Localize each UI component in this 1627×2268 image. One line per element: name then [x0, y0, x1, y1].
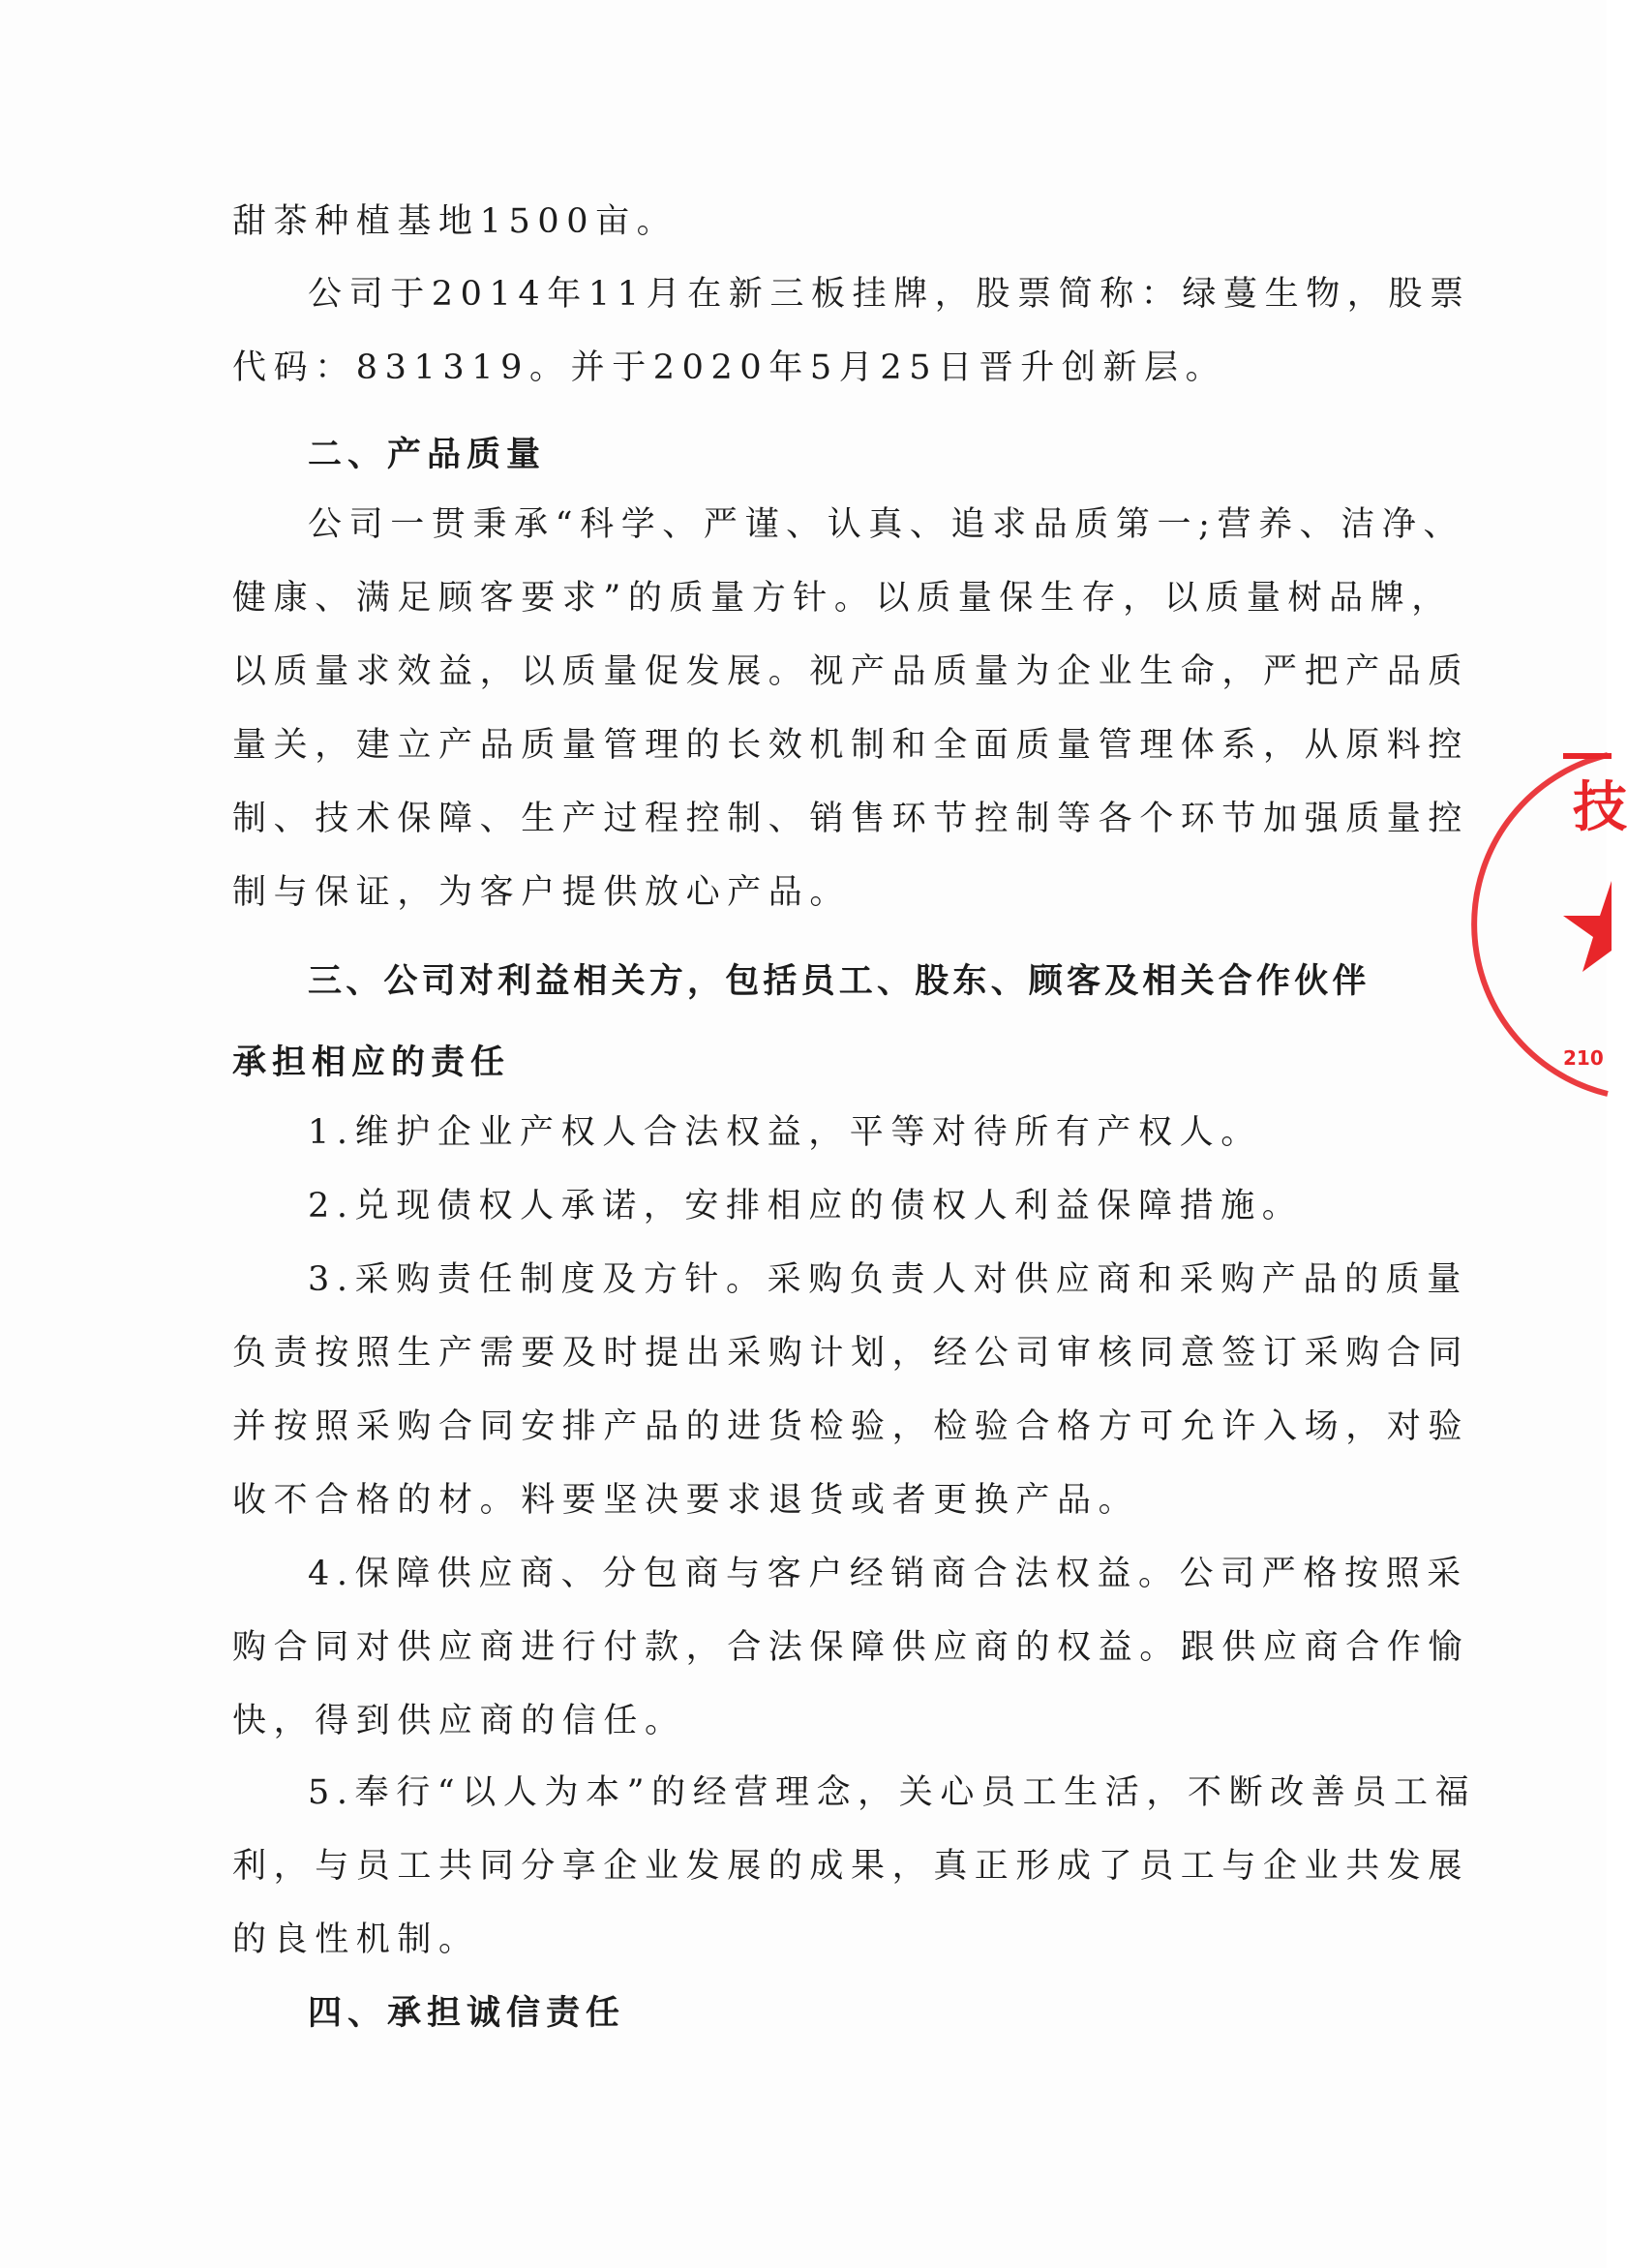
list-item: 4.保障供应商、分包商与客户经销商合法权益。公司严格按照采 — [308, 1555, 1468, 1593]
seal-digits: 210 — [1563, 1046, 1604, 1070]
list-item: 1.维护企业产权人合法权益，平等对待所有产权人。 — [308, 1113, 1262, 1152]
list-item: 3.采购责任制度及方针。采购负责人对供应商和采购产品的质量 — [308, 1260, 1468, 1299]
paragraph-line: 快，得到供应商的信任。 — [232, 1702, 686, 1740]
paragraph-line: 健康、满足顾客要求”的质量方针。以质量保生存，以质量树品牌， — [232, 579, 1453, 618]
paragraph-line: 制、技术保障、生产过程控制、销售环节控制等各个环节加强质量控 — [232, 800, 1470, 838]
red-seal-stamp — [1544, 745, 1627, 1104]
paragraph-line: 公司于2014年11月在新三板挂牌，股票简称：绿蔓生物，股票 — [308, 275, 1471, 314]
paragraph-line: 负责按照生产需要及时提出采购计划，经公司审核同意签订采购合同 — [232, 1334, 1470, 1373]
paragraph-line: 代码：831319。并于2020年5月25日晋升创新层。 — [232, 348, 1227, 387]
section-heading: 四、承担诚信责任 — [308, 1993, 626, 2033]
seal-character: 技 — [1573, 776, 1627, 839]
paragraph-line: 甜茶种植基地1500亩。 — [232, 202, 678, 241]
list-item: 2.兑现债权人承诺，安排相应的债权人利益保障措施。 — [308, 1187, 1304, 1225]
paragraph-line: 收不合格的材。料要坚决要求退货或者更换产品。 — [232, 1481, 1140, 1520]
paragraph-line: 制与保证，为客户提供放心产品。 — [232, 873, 852, 912]
paragraph-line: 购合同对供应商进行付款，合法保障供应商的权益。跟供应商合作愉 — [232, 1628, 1470, 1667]
paragraph-line: 并按照采购合同安排产品的进货检验，检验合格方可允许入场，对验 — [232, 1407, 1470, 1446]
paragraph-line: 公司一贯秉承“科学、严谨、认真、追求品质第一;营养、洁净、 — [308, 505, 1465, 544]
paragraph-line: 以质量求效益，以质量促发展。视产品质量为企业生命，严把产品质 — [232, 652, 1470, 691]
list-item: 5.奉行“以人为本”的经营理念，关心员工生活，不断改善员工福 — [308, 1773, 1477, 1812]
section-heading: 二、产品质量 — [308, 435, 547, 474]
paragraph-line: 量关，建立产品质量管理的长效机制和全面质量管理体系，从原料控 — [232, 726, 1470, 765]
section-heading: 承担相应的责任 — [232, 1043, 511, 1082]
paragraph-line: 利，与员工共同分享企业发展的成果，真正形成了员工与企业共发展 — [232, 1847, 1470, 1886]
section-heading: 三、公司对利益相关方，包括员工、股东、顾客及相关合作伙伴 — [308, 961, 1371, 1001]
paragraph-line: 的良性机制。 — [232, 1920, 480, 1959]
